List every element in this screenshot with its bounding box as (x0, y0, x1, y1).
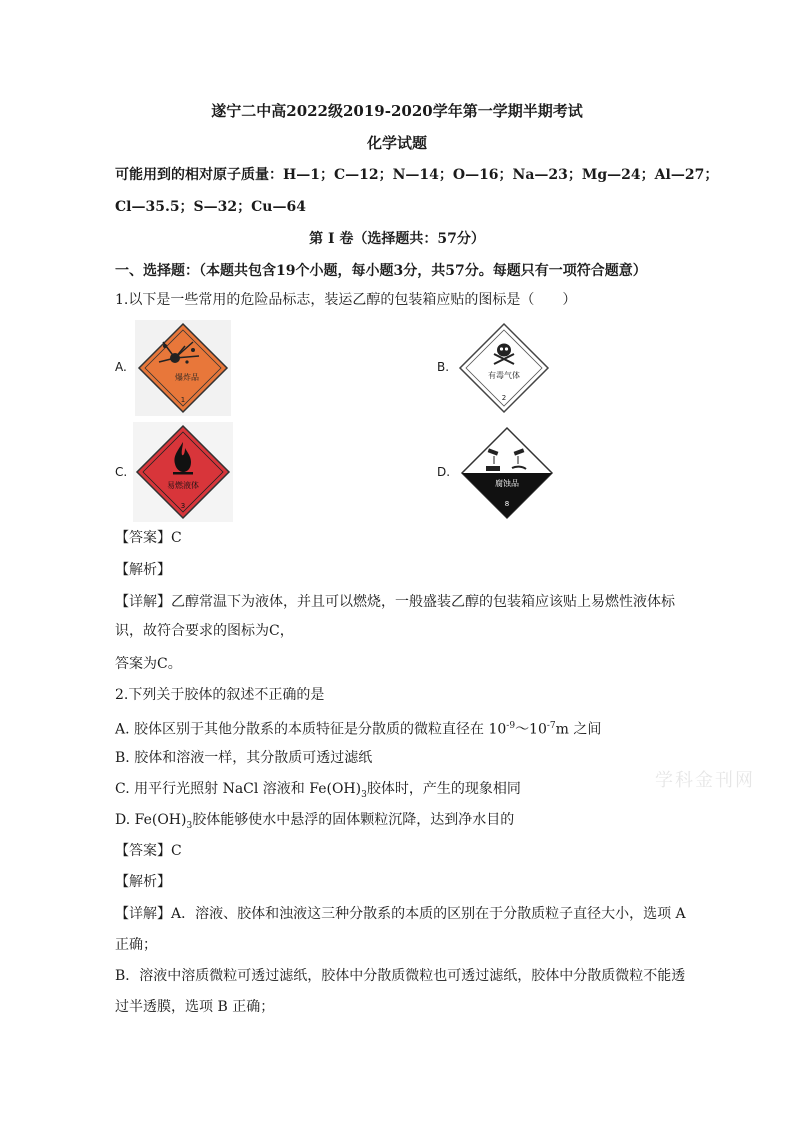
explosive-class-number: 1 (180, 396, 186, 404)
q2-answer: 【答案】C (115, 843, 182, 859)
q2-stem: 2.下列关于胶体的叙述不正确的是 (115, 687, 325, 703)
exam-title: 遂宁二中高2022级2019-2020学年第一学期半期考试 (211, 102, 583, 120)
q2-analysis-label: 【解析】 (115, 874, 171, 890)
q1-option-b-letter: B. (437, 360, 450, 374)
q1-option-c-letter: C. (115, 465, 128, 479)
q2-option-d-sub: 3 (186, 820, 193, 831)
explosive-hazard-sign (135, 320, 231, 416)
q2-option-a-exp2: -7 (546, 721, 556, 731)
q1-detail-line-1: 【详解】乙醇常温下为液体，并且可以燃烧，一般盛装乙醇的包装箱应该贴上易燃性液体标 (115, 594, 675, 610)
toxic-gas-hazard-sign (456, 320, 552, 416)
q2-option-a (115, 716, 601, 740)
q2-detail-line-1: 【详解】A．溶液、胶体和浊液这三种分散系的本质的区别在于分散质粒子直径大小，选项 A (115, 906, 686, 922)
q1-stem: 1.以下是一些常用的危险品标志，装运乙醇的包装箱应贴的图标是（ ） (115, 292, 577, 308)
toxic-class-number: 2 (501, 394, 507, 402)
corrosive-label: 腐蚀品 (495, 479, 519, 488)
flammable-label: 易燃液体 (167, 481, 199, 490)
flammable-liquid-hazard-sign (133, 422, 233, 522)
q2-option-c (115, 779, 521, 805)
watermark: 学科金刊网 (655, 770, 755, 791)
q2-option-a-end: m 之间 (555, 721, 602, 738)
q1-detail-line-2: 识，故符合要求的图标为C， (115, 623, 294, 639)
toxic-label: 有毒气体 (488, 371, 520, 380)
exam-subtitle: 化学试题 (366, 134, 427, 152)
q2-option-d-text: D. Fe(OH) (115, 812, 187, 828)
atomic-mass-line-2: Cl—35.5；S—32；Cu—64 (115, 199, 306, 215)
q2-option-a-mid: ～10 (515, 721, 547, 738)
q1-detail-line-3: 答案为C。 (115, 656, 182, 672)
q2-option-a-exp1: -9 (506, 721, 516, 731)
q2-option-b: B. 胶体和溶液一样，其分散质可透过滤纸 (115, 750, 373, 766)
corrosive-class-number: 8 (504, 500, 510, 508)
q2-detail-line-4: 过半透膜，选项 B 正确； (115, 999, 275, 1015)
atomic-mass-line-1: 可能用到的相对原子质量：H—1；C—12；N—14；O—16；Na—23；Mg—24；Al—27； (115, 167, 719, 183)
q1-option-d-letter: D. (437, 465, 451, 479)
q2-option-c-text: C. 用平行光照射 NaCl 溶液和 Fe(OH) (115, 781, 362, 797)
q1-analysis-label: 【解析】 (115, 562, 171, 578)
q2-option-d-end: 胶体能够使水中悬浮的固体颗粒沉降，达到净水目的 (192, 812, 515, 828)
q2-option-d (115, 810, 514, 836)
q1-option-a-letter: A. (115, 360, 127, 374)
q2-detail-line-2: 正确； (115, 937, 157, 953)
corrosive-hazard-sign (458, 424, 556, 522)
q1-answer: 【答案】C (115, 530, 182, 546)
section-heading: 第 Ⅰ 卷（选择题共：57分） (309, 231, 485, 247)
q2-detail-line-3: B．溶液中溶质微粒可透过滤纸，胶体中分散质微粒也可透过滤纸，胶体中分散质微粒不能透 (115, 968, 686, 984)
q2-option-c-sub: 3 (361, 789, 367, 800)
q2-option-c-end: 胶体时，产生的现象相同 (366, 781, 521, 797)
q2-option-a-text: A. 胶体区别于其他分散系的本质特征是分散质的微粒直径在 10 (115, 721, 507, 738)
explosive-label: 爆炸品 (175, 373, 199, 382)
part-title: 一、选择题：（本题共包含19个小题，每小题3分，共57分。每题只有一项符合题意） (115, 263, 647, 279)
flammable-class-number: 3 (180, 502, 186, 510)
